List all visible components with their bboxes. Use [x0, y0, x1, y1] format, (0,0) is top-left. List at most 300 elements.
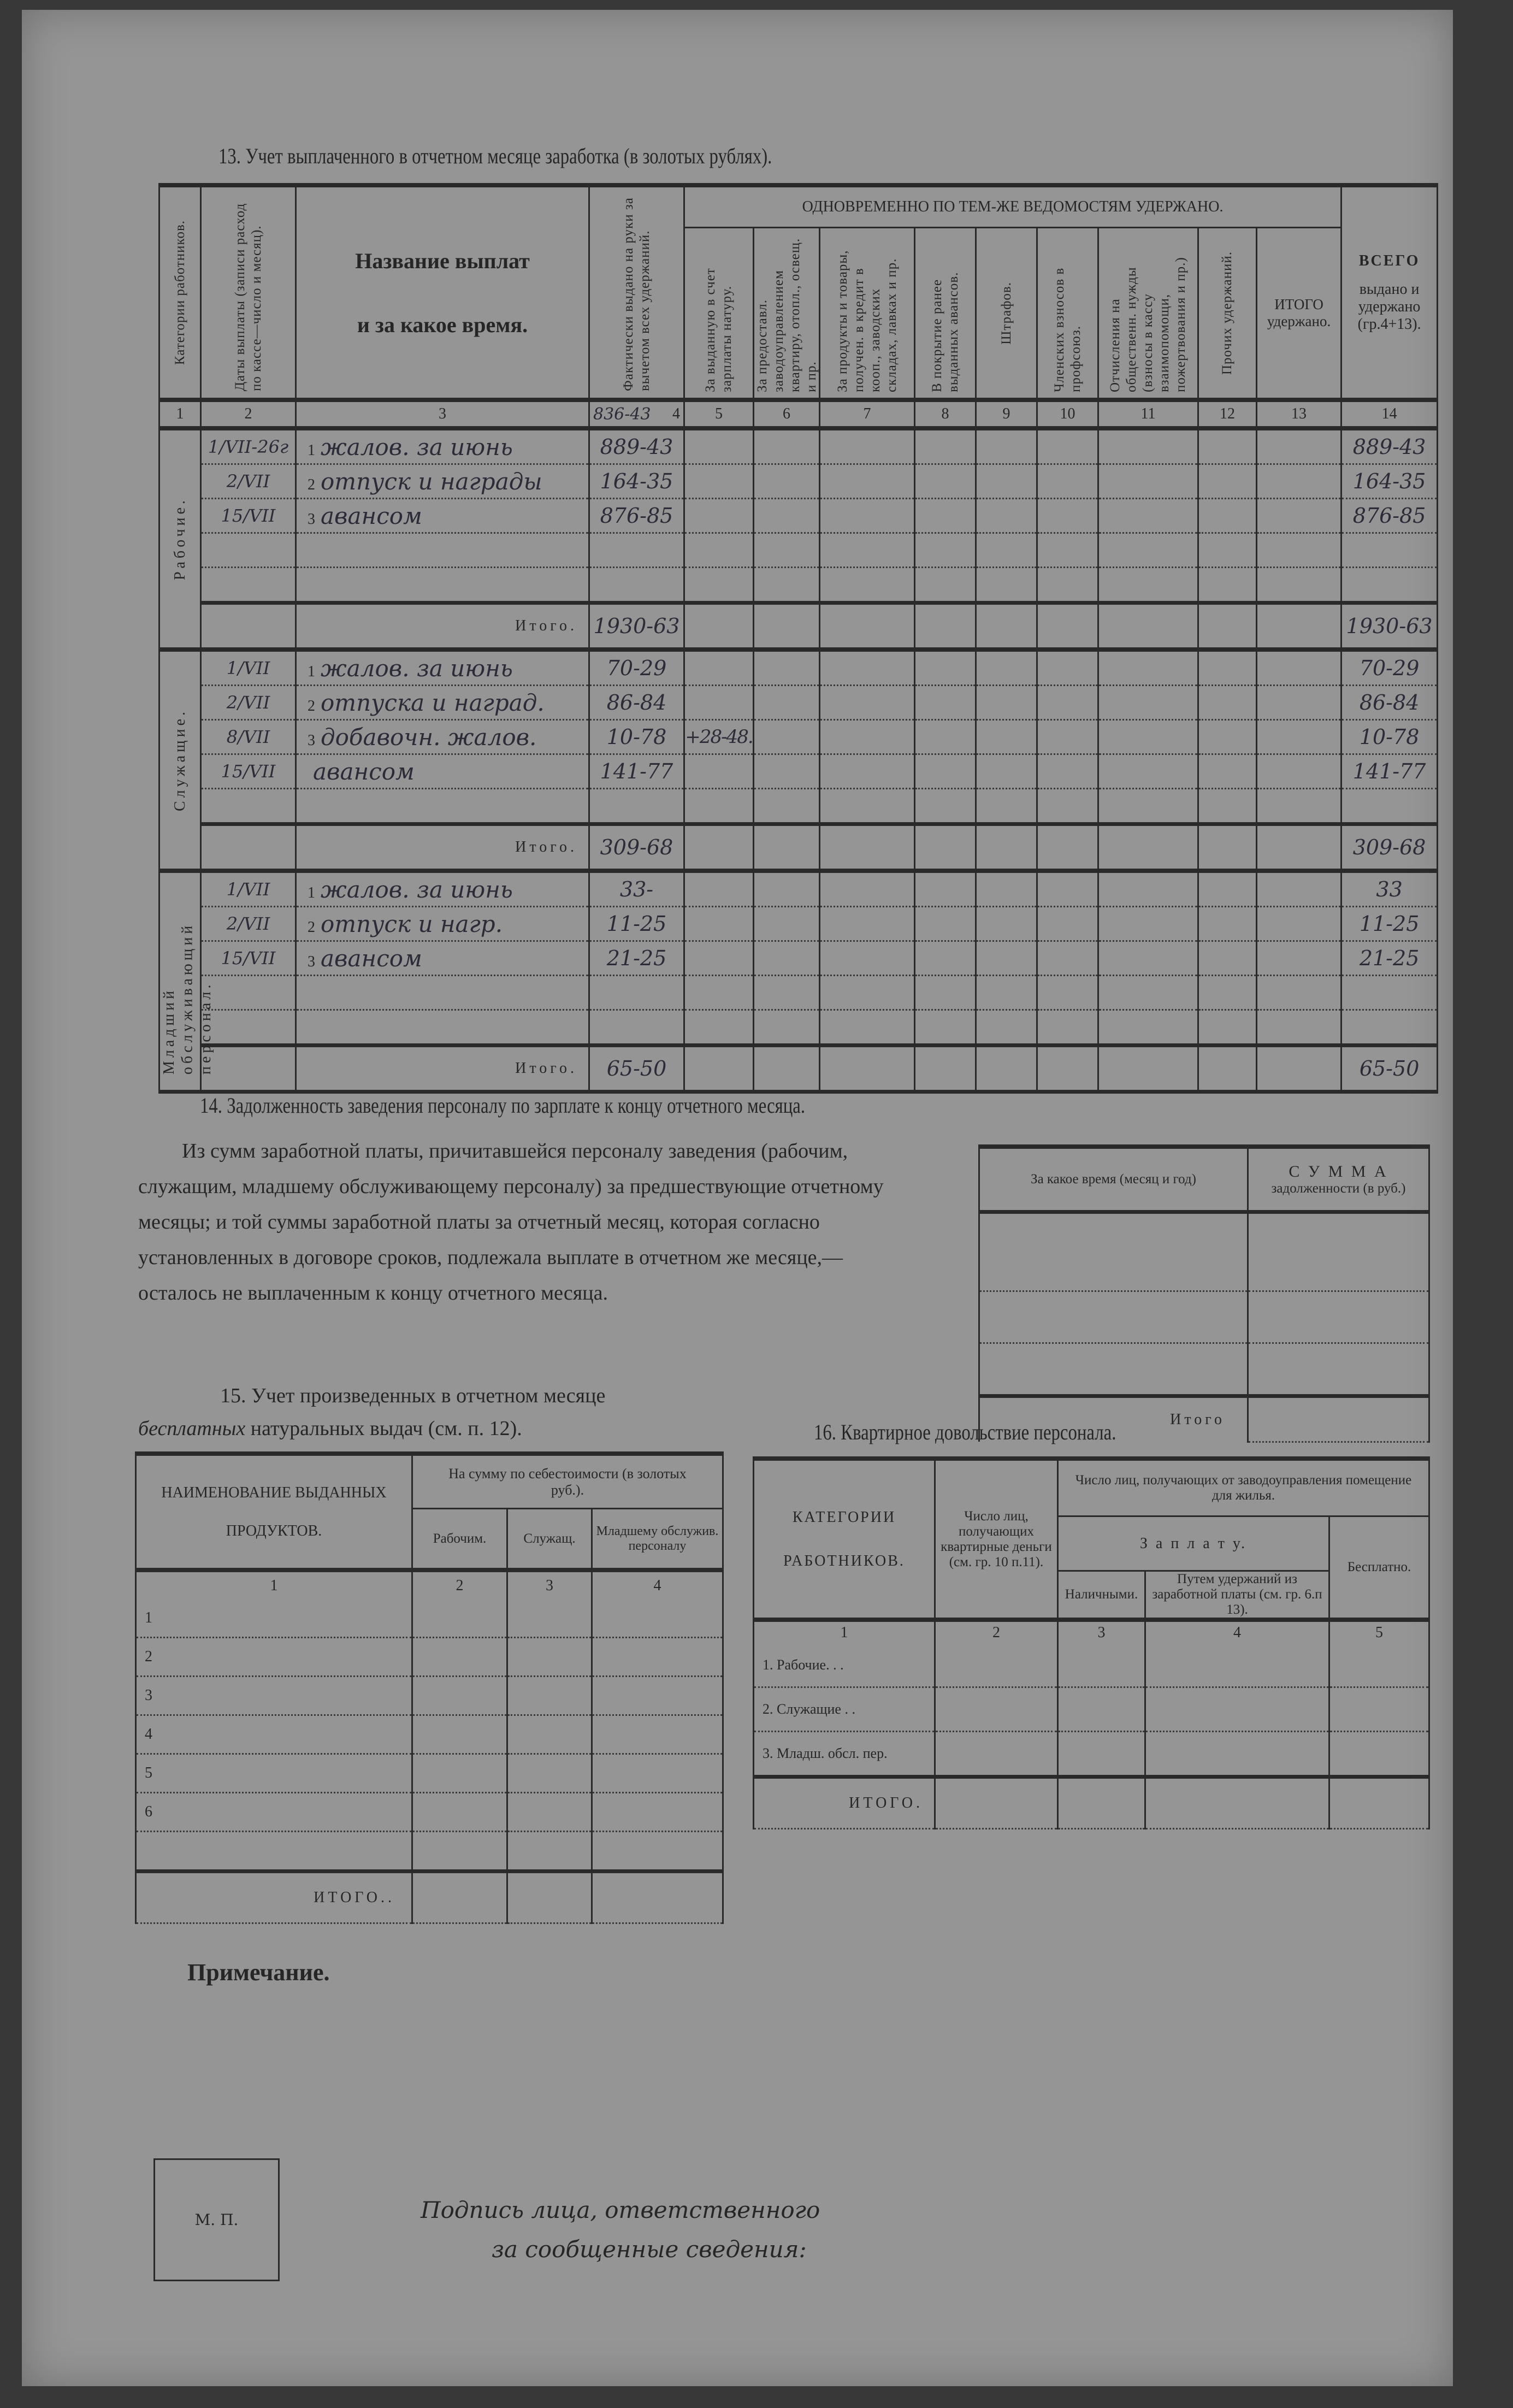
date-value: 8/VII [226, 727, 270, 747]
date-cell[interactable] [201, 650, 296, 686]
total-cell[interactable] [1341, 650, 1438, 686]
header-junior-staff: Младшему обслужив. персоналу [592, 1509, 723, 1571]
payment-name-cell[interactable] [296, 907, 589, 941]
withheld-cell[interactable] [684, 568, 754, 603]
paid-cell[interactable] [589, 976, 684, 1010]
group-grand-total[interactable] [1341, 603, 1438, 650]
payment-name-cell[interactable] [296, 428, 589, 464]
withheld-cell[interactable] [1257, 871, 1341, 907]
withheld-cell[interactable] [754, 976, 820, 1010]
product-cell[interactable] [136, 1793, 412, 1832]
row-number: 2 [308, 476, 315, 493]
withheld-cell[interactable] [754, 1010, 820, 1046]
withheld-cell[interactable] [1098, 871, 1198, 907]
withheld-cell[interactable] [976, 428, 1037, 464]
paid-cell[interactable] [589, 720, 684, 754]
total-cell[interactable] [1341, 754, 1438, 789]
withheld-cell[interactable] [1257, 499, 1341, 533]
withheld-total-cell[interactable] [1257, 824, 1341, 871]
withheld-cell[interactable] [1257, 568, 1341, 603]
debt-cell[interactable] [979, 1343, 1248, 1396]
withheld-cell[interactable] [1198, 754, 1257, 789]
withheld-cell[interactable] [684, 976, 754, 1010]
withheld-total-cell[interactable] [1037, 1046, 1098, 1092]
withheld-cell[interactable] [1098, 650, 1198, 686]
count-total-cell[interactable] [1058, 1777, 1145, 1829]
withheld-cell[interactable] [1098, 754, 1198, 789]
withheld-cell[interactable] [820, 428, 915, 464]
total-cell[interactable] [1341, 907, 1438, 941]
withheld-cell[interactable] [1037, 907, 1098, 941]
withheld-cell[interactable] [976, 464, 1037, 499]
withheld-cell[interactable] [1098, 907, 1198, 941]
withheld-cell[interactable] [684, 499, 754, 533]
paid-cell[interactable] [589, 464, 684, 499]
withheld-cell[interactable] [976, 754, 1037, 789]
withheld-cell[interactable] [1037, 464, 1098, 499]
date-cell[interactable] [201, 464, 296, 499]
withheld-total-cell[interactable] [1037, 603, 1098, 650]
withheld-total-cell[interactable] [1098, 824, 1198, 871]
withheld-cell[interactable] [754, 871, 820, 907]
withheld-cell[interactable] [820, 754, 915, 789]
count-cell[interactable] [935, 1687, 1058, 1732]
paid-cell[interactable] [589, 907, 684, 941]
payment-name-cell[interactable] [296, 686, 589, 720]
paid-cell[interactable] [589, 650, 684, 686]
payment-name-cell[interactable] [296, 941, 589, 976]
amount-cell[interactable] [507, 1754, 592, 1793]
total-value: 70-29 [1359, 656, 1420, 680]
withheld-cell[interactable] [754, 754, 820, 789]
withheld-cell[interactable] [1037, 686, 1098, 720]
total-cell[interactable] [1341, 464, 1438, 499]
withheld-total-cell[interactable] [1098, 603, 1198, 650]
withheld-cell[interactable] [915, 907, 976, 941]
payment-name-cell[interactable] [296, 871, 589, 907]
amount-cell[interactable] [507, 1793, 592, 1832]
amount-cell[interactable] [592, 1715, 723, 1754]
withheld-cell[interactable] [1198, 720, 1257, 754]
withheld-cell[interactable] [976, 533, 1037, 568]
date-value: 1/VII-26г [208, 436, 289, 457]
withheld-total-cell[interactable] [1257, 1046, 1341, 1092]
payment-name-cell[interactable] [296, 789, 589, 824]
withheld-cell[interactable] [754, 907, 820, 941]
payment-name-cell[interactable] [296, 464, 589, 499]
date-cell[interactable] [201, 720, 296, 754]
withheld-cell[interactable] [1257, 464, 1341, 499]
row-number: 2 [308, 918, 315, 936]
amount-cell[interactable] [412, 1754, 507, 1793]
total-cell[interactable] [1341, 686, 1438, 720]
withheld-cell[interactable] [976, 720, 1037, 754]
withheld-cell[interactable] [976, 568, 1037, 603]
withheld-cell[interactable] [1037, 1010, 1098, 1046]
withheld-cell[interactable] [684, 464, 754, 499]
amount-cell[interactable] [592, 1754, 723, 1793]
withheld-cell[interactable] [1098, 686, 1198, 720]
withheld-cell[interactable] [1257, 907, 1341, 941]
stamp-label: М. П. [194, 2211, 239, 2229]
withheld-total-cell[interactable] [915, 824, 976, 871]
total-cell[interactable] [1341, 871, 1438, 907]
withheld-cell[interactable] [1037, 650, 1098, 686]
row-number: 3 [308, 510, 315, 528]
withheld-cell[interactable] [820, 464, 915, 499]
total-cell[interactable] [1341, 720, 1438, 754]
withheld-cell[interactable] [1037, 754, 1098, 789]
total-cell[interactable] [1341, 533, 1438, 568]
withheld-cell[interactable] [1037, 976, 1098, 1010]
table-row [136, 1677, 723, 1715]
housing-table [753, 1456, 1430, 1829]
group-total-paid-value: 65-50 [606, 1057, 667, 1081]
withheld-cell[interactable] [684, 720, 754, 754]
debt-cell[interactable] [1248, 1212, 1429, 1291]
withheld-cell[interactable] [1198, 1010, 1257, 1046]
withheld-cell[interactable] [915, 428, 976, 464]
withheld-cell[interactable] [1198, 789, 1257, 824]
withheld-cell[interactable] [1257, 941, 1341, 976]
withheld-cell[interactable] [684, 754, 754, 789]
total-value: 21-25 [1359, 946, 1420, 970]
withheld-cell[interactable] [684, 941, 754, 976]
debt-total-cell[interactable] [1248, 1396, 1429, 1442]
withheld-cell[interactable] [684, 789, 754, 824]
withheld-cell[interactable] [976, 941, 1037, 976]
count-total-cell[interactable] [1329, 1777, 1429, 1829]
withheld-cell[interactable] [1257, 976, 1341, 1010]
amount-cell[interactable] [507, 1638, 592, 1677]
withheld-cell[interactable] [1037, 720, 1098, 754]
withheld-cell[interactable] [1198, 428, 1257, 464]
withheld-cell[interactable] [754, 720, 820, 754]
paid-cell[interactable] [589, 754, 684, 789]
debt-cell[interactable] [1248, 1291, 1429, 1343]
withheld-cell[interactable] [915, 533, 976, 568]
group-total-paid[interactable] [589, 1046, 684, 1092]
withheld-cell[interactable] [754, 686, 820, 720]
amount-total-cell[interactable] [592, 1872, 723, 1923]
withheld-total-cell[interactable] [976, 824, 1037, 871]
total-cell[interactable] [1341, 499, 1438, 533]
paid-cell[interactable] [589, 941, 684, 976]
product-cell[interactable] [136, 1832, 412, 1872]
group-grand-total[interactable] [1341, 824, 1438, 871]
withheld-cell[interactable] [1198, 686, 1257, 720]
debt-cell[interactable] [979, 1291, 1248, 1343]
paid-value: 21-25 [606, 946, 667, 970]
date-cell[interactable] [201, 603, 296, 650]
paid-cell[interactable] [589, 568, 684, 603]
withheld-cell[interactable] [915, 941, 976, 976]
withheld-cell[interactable] [915, 754, 976, 789]
withheld-cell[interactable] [915, 720, 976, 754]
withheld-cell[interactable] [754, 568, 820, 603]
withheld-cell[interactable] [1098, 941, 1198, 976]
withheld-cell[interactable] [1037, 871, 1098, 907]
withheld-cell[interactable] [820, 499, 915, 533]
total-cell[interactable] [1341, 1010, 1438, 1046]
withheld-cell[interactable] [1198, 533, 1257, 568]
withheld-cell[interactable] [1098, 789, 1198, 824]
category-label: Рабочие. [171, 497, 188, 581]
withheld-total-cell[interactable] [684, 603, 754, 650]
payment-name-cell[interactable] [296, 650, 589, 686]
amount-cell[interactable] [412, 1638, 507, 1677]
row-number: 3 [145, 1687, 152, 1704]
count-cell[interactable] [1145, 1687, 1329, 1732]
amount-cell[interactable] [412, 1677, 507, 1715]
total-cell[interactable] [1341, 976, 1438, 1010]
payment-name-cell[interactable] [296, 1010, 589, 1046]
date-cell[interactable] [201, 686, 296, 720]
withheld-cell[interactable] [820, 533, 915, 568]
withheld-total-cell[interactable] [915, 1046, 976, 1092]
amount-cell[interactable] [592, 1793, 723, 1832]
count-cell[interactable] [1058, 1732, 1145, 1777]
count-cell[interactable] [935, 1644, 1058, 1687]
group-grand-total[interactable] [1341, 1046, 1438, 1092]
withheld-cell[interactable] [754, 464, 820, 499]
withheld-cell[interactable] [820, 789, 915, 824]
date-cell[interactable] [201, 824, 296, 871]
withheld-cell[interactable] [1198, 464, 1257, 499]
withheld-cell[interactable] [1257, 533, 1341, 568]
withheld-cell[interactable] [1037, 789, 1098, 824]
withheld-cell[interactable] [1098, 568, 1198, 603]
product-cell[interactable] [136, 1754, 412, 1793]
withheld-cell[interactable] [820, 568, 915, 603]
withheld-cell[interactable] [820, 871, 915, 907]
amount-cell[interactable] [592, 1638, 723, 1677]
withheld-cell[interactable] [915, 871, 976, 907]
withheld-cell[interactable] [684, 686, 754, 720]
withheld-cell[interactable] [1037, 568, 1098, 603]
withheld-cell[interactable] [915, 568, 976, 603]
withheld-cell[interactable] [976, 871, 1037, 907]
withheld-total-cell[interactable] [1037, 824, 1098, 871]
date-cell[interactable] [201, 754, 296, 789]
count-cell[interactable] [1329, 1732, 1429, 1777]
withheld-cell[interactable] [1257, 789, 1341, 824]
withheld-cell[interactable] [1198, 568, 1257, 603]
amount-cell[interactable] [507, 1715, 592, 1754]
withheld-cell[interactable] [915, 464, 976, 499]
withheld-cell[interactable] [1198, 871, 1257, 907]
header-col11: Отчисления на общественн. нужды (взносы в кассу взаимопомощи, пожертвования и пр.) [1108, 257, 1188, 393]
amount-cell[interactable] [412, 1600, 507, 1638]
total-cell[interactable] [1341, 568, 1438, 603]
payment-name-cell[interactable] [296, 568, 589, 603]
withheld-cell[interactable] [1257, 754, 1341, 789]
amount-cell[interactable] [412, 1832, 507, 1872]
withheld-total-cell[interactable] [1257, 603, 1341, 650]
withheld-cell[interactable] [915, 686, 976, 720]
count-cell[interactable] [935, 1732, 1058, 1777]
withheld-cell[interactable] [1098, 1010, 1198, 1046]
withheld-cell[interactable] [1198, 907, 1257, 941]
withheld-total-cell[interactable] [915, 603, 976, 650]
paid-cell[interactable] [589, 686, 684, 720]
withheld-cell[interactable] [976, 650, 1037, 686]
withheld-cell[interactable] [1198, 941, 1257, 976]
withheld-total-cell[interactable] [684, 1046, 754, 1092]
paid-cell[interactable] [589, 499, 684, 533]
payment-name-cell[interactable] [296, 976, 589, 1010]
count-total-cell[interactable] [1145, 1777, 1329, 1829]
group-total-paid[interactable] [589, 603, 684, 650]
text-line: осталось не выплаченным к концу отчетного месяца. [138, 1282, 608, 1305]
debt-cell[interactable] [1248, 1343, 1429, 1396]
date-cell[interactable] [201, 428, 296, 464]
withheld-cell[interactable] [1098, 464, 1198, 499]
date-cell[interactable] [201, 533, 296, 568]
withheld-cell[interactable] [1098, 720, 1198, 754]
header-employees: Служащ. [507, 1509, 592, 1571]
withheld-cell[interactable] [915, 650, 976, 686]
group-total-row [159, 1046, 1438, 1092]
withheld-cell[interactable] [976, 907, 1037, 941]
withheld-cell[interactable] [915, 976, 976, 1010]
withheld-cell[interactable] [915, 1010, 976, 1046]
amount-cell[interactable] [412, 1715, 507, 1754]
withheld-cell[interactable] [976, 976, 1037, 1010]
withheld-cell[interactable] [1257, 1010, 1341, 1046]
amount-cell[interactable] [412, 1793, 507, 1832]
withheld-cell[interactable] [1198, 499, 1257, 533]
total-cell[interactable] [1341, 428, 1438, 464]
withheld-cell[interactable] [820, 941, 915, 976]
payment-name-cell[interactable] [296, 499, 589, 533]
date-cell[interactable] [201, 499, 296, 533]
withheld-total-cell[interactable] [1198, 1046, 1257, 1092]
withheld-total-cell[interactable] [976, 603, 1037, 650]
withheld-total-cell[interactable] [820, 1046, 915, 1092]
withheld-cell[interactable] [1198, 650, 1257, 686]
withheld-cell[interactable] [915, 789, 976, 824]
count-cell[interactable] [1329, 1644, 1429, 1687]
withheld-cell[interactable] [820, 976, 915, 1010]
date-cell[interactable] [201, 568, 296, 603]
date-cell[interactable] [201, 789, 296, 824]
product-cell[interactable] [136, 1638, 412, 1677]
withheld-cell[interactable] [915, 499, 976, 533]
count-total-cell[interactable] [935, 1777, 1058, 1829]
withheld-cell[interactable] [1257, 428, 1341, 464]
payment-name-cell[interactable] [296, 533, 589, 568]
withheld-cell[interactable] [1257, 650, 1341, 686]
withheld-cell[interactable] [820, 907, 915, 941]
handwritten-note: 836-43 [593, 404, 651, 424]
product-cell[interactable] [136, 1600, 412, 1638]
withheld-cell[interactable] [1037, 941, 1098, 976]
withheld-cell[interactable] [820, 1010, 915, 1046]
withheld-cell[interactable] [684, 533, 754, 568]
withheld-cell[interactable] [976, 499, 1037, 533]
withheld-cell[interactable] [684, 907, 754, 941]
withheld-cell[interactable] [754, 533, 820, 568]
amount-cell[interactable] [507, 1832, 592, 1872]
withheld-total-cell[interactable] [1198, 603, 1257, 650]
withheld-cell[interactable] [1098, 533, 1198, 568]
debt-cell[interactable] [979, 1212, 1248, 1291]
withheld-cell[interactable] [1037, 533, 1098, 568]
withheld-total-cell[interactable] [820, 824, 915, 871]
withheld-cell[interactable] [1257, 720, 1341, 754]
paid-cell[interactable] [589, 1010, 684, 1046]
withheld-cell[interactable] [754, 650, 820, 686]
withheld-cell[interactable] [1098, 428, 1198, 464]
withheld-total-cell[interactable] [684, 824, 754, 871]
withheld-cell[interactable] [1098, 976, 1198, 1010]
count-cell[interactable] [1145, 1732, 1329, 1777]
paid-cell[interactable] [589, 428, 684, 464]
withheld-total-cell[interactable] [820, 603, 915, 650]
product-cell[interactable] [136, 1715, 412, 1754]
withheld-cell[interactable] [684, 1010, 754, 1046]
withheld-cell[interactable] [754, 941, 820, 976]
withheld-cell[interactable] [684, 428, 754, 464]
withheld-cell[interactable] [820, 720, 915, 754]
total-row [754, 1777, 1429, 1829]
paid-cell[interactable] [589, 533, 684, 568]
withheld-total-cell[interactable] [754, 1046, 820, 1092]
amount-cell[interactable] [507, 1600, 592, 1638]
total-cell[interactable] [1341, 941, 1438, 976]
amount-total-cell[interactable] [507, 1872, 592, 1923]
withheld-cell[interactable] [754, 499, 820, 533]
withheld-cell[interactable] [1037, 499, 1098, 533]
withheld-cell[interactable] [1257, 686, 1341, 720]
withheld-total-cell[interactable] [976, 1046, 1037, 1092]
withheld-cell[interactable] [976, 686, 1037, 720]
group-total-paid[interactable] [589, 824, 684, 871]
withheld-total-cell[interactable] [754, 603, 820, 650]
withheld-cell[interactable] [684, 871, 754, 907]
count-cell[interactable] [1058, 1644, 1145, 1687]
withheld-cell[interactable] [976, 789, 1037, 824]
count-cell[interactable] [1329, 1687, 1429, 1732]
withheld-cell[interactable] [820, 686, 915, 720]
paid-cell[interactable] [589, 789, 684, 824]
withheld-cell[interactable] [1037, 428, 1098, 464]
withheld-total-cell[interactable] [1198, 824, 1257, 871]
withheld-cell[interactable] [976, 1010, 1037, 1046]
withheld-total-cell[interactable] [1098, 1046, 1198, 1092]
withheld-cell[interactable] [1098, 499, 1198, 533]
withheld-cell[interactable] [1198, 976, 1257, 1010]
withheld-cell[interactable] [820, 650, 915, 686]
paid-cell[interactable] [589, 871, 684, 907]
withheld-cell[interactable] [754, 789, 820, 824]
amount-cell[interactable] [507, 1677, 592, 1715]
amount-cell[interactable] [592, 1832, 723, 1872]
product-cell[interactable] [136, 1677, 412, 1715]
amount-cell[interactable] [592, 1677, 723, 1715]
amount-cell[interactable] [592, 1600, 723, 1638]
withheld-total-cell[interactable] [754, 824, 820, 871]
amount-total-cell[interactable] [412, 1872, 507, 1923]
total-cell[interactable] [1341, 789, 1438, 824]
withheld-cell[interactable] [684, 650, 754, 686]
payment-name-cell[interactable] [296, 720, 589, 754]
withheld-cell[interactable] [754, 428, 820, 464]
count-cell[interactable] [1145, 1644, 1329, 1687]
payment-name-cell[interactable] [296, 754, 589, 789]
count-cell[interactable] [1058, 1687, 1145, 1732]
